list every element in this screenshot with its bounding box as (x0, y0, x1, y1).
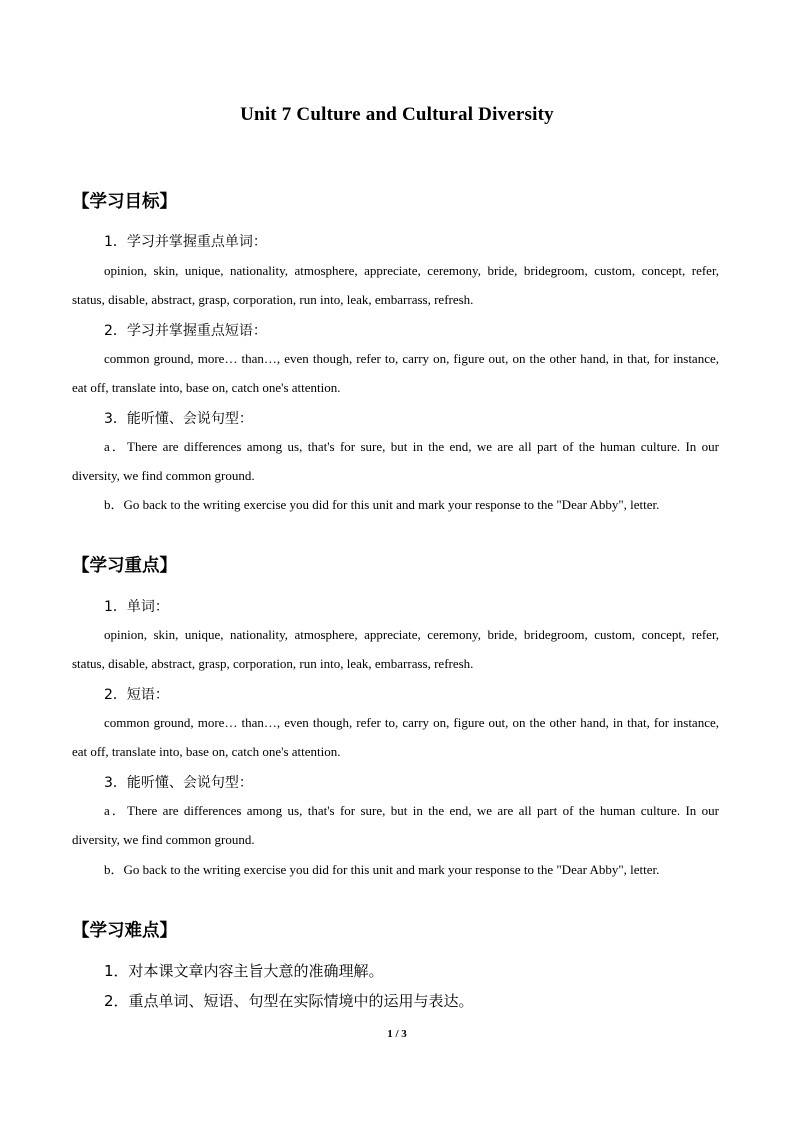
document-title: Unit 7 Culture and Cultural Diversity (240, 104, 554, 125)
difficulties-item2: 2．重点单词、短语、句型在实际情境中的运用与表达。 (104, 992, 474, 1010)
keypoints-phrases-text: common ground, more… than…, even though, refer to, carry on, figure out, on the other hand, in that, for instance, eat off, translate into, base on, catch one's attention. (72, 715, 719, 760)
section-heading-objectives: 【学习目标】 (72, 192, 177, 212)
objectives-item1-label: 1．学习并掌握重点单词： (104, 234, 267, 250)
keypoints-vocabulary-text: opinion, skin, unique, nationality, atmosphere, appreciate, ceremony, bride, bridegroom, custom, concept, refer, status, disable, abstract, grasp, corporation, run into, leak, embarrass, refresh. (72, 627, 719, 672)
section-heading-difficulties: 【学习难点】 (72, 921, 177, 941)
objectives-phrases-text: common ground, more… than…, even though, refer to, carry on, figure out, on the other hand, in that, for instance, eat off, translate into, base on, catch one's attention. (72, 351, 719, 396)
keypoints-item2-label: 2．短语： (104, 687, 169, 703)
objectives-item2-label: 2．学习并掌握重点短语： (104, 323, 267, 339)
objectives-sentence-a: a．There are differences among us, that's for sure, but in the end, we are all part of the human culture. In our diversity, we find common ground. (72, 439, 719, 484)
keypoints-item3-label: 3．能听懂、会说句型： (104, 775, 253, 791)
objectives-sentence-b: b．Go back to the writing exercise you did for this unit and mark your response to the "Dear Abby", letter. (104, 497, 660, 512)
keypoints-sentence-b: b．Go back to the writing exercise you did for this unit and mark your response to the "Dear Abby", letter. (104, 862, 660, 877)
page-number: 1 / 3 (387, 1028, 407, 1040)
section-heading-key-points: 【学习重点】 (72, 556, 177, 576)
objectives-vocabulary-text: opinion, skin, unique, nationality, atmosphere, appreciate, ceremony, bride, bridegroom, custom, concept, refer, status, disable, abstract, grasp, corporation, run into, leak, embarrass, refresh. (72, 263, 719, 308)
objectives-item3-label: 3．能听懂、会说句型： (104, 411, 253, 427)
keypoints-sentence-a: a．There are differences among us, that's for sure, but in the end, we are all part of the human culture. In our diversity, we find common ground. (72, 803, 719, 848)
difficulties-item1: 1．对本课文章内容主旨大意的准确理解。 (104, 962, 384, 980)
keypoints-item1-label: 1．单词： (104, 599, 169, 615)
